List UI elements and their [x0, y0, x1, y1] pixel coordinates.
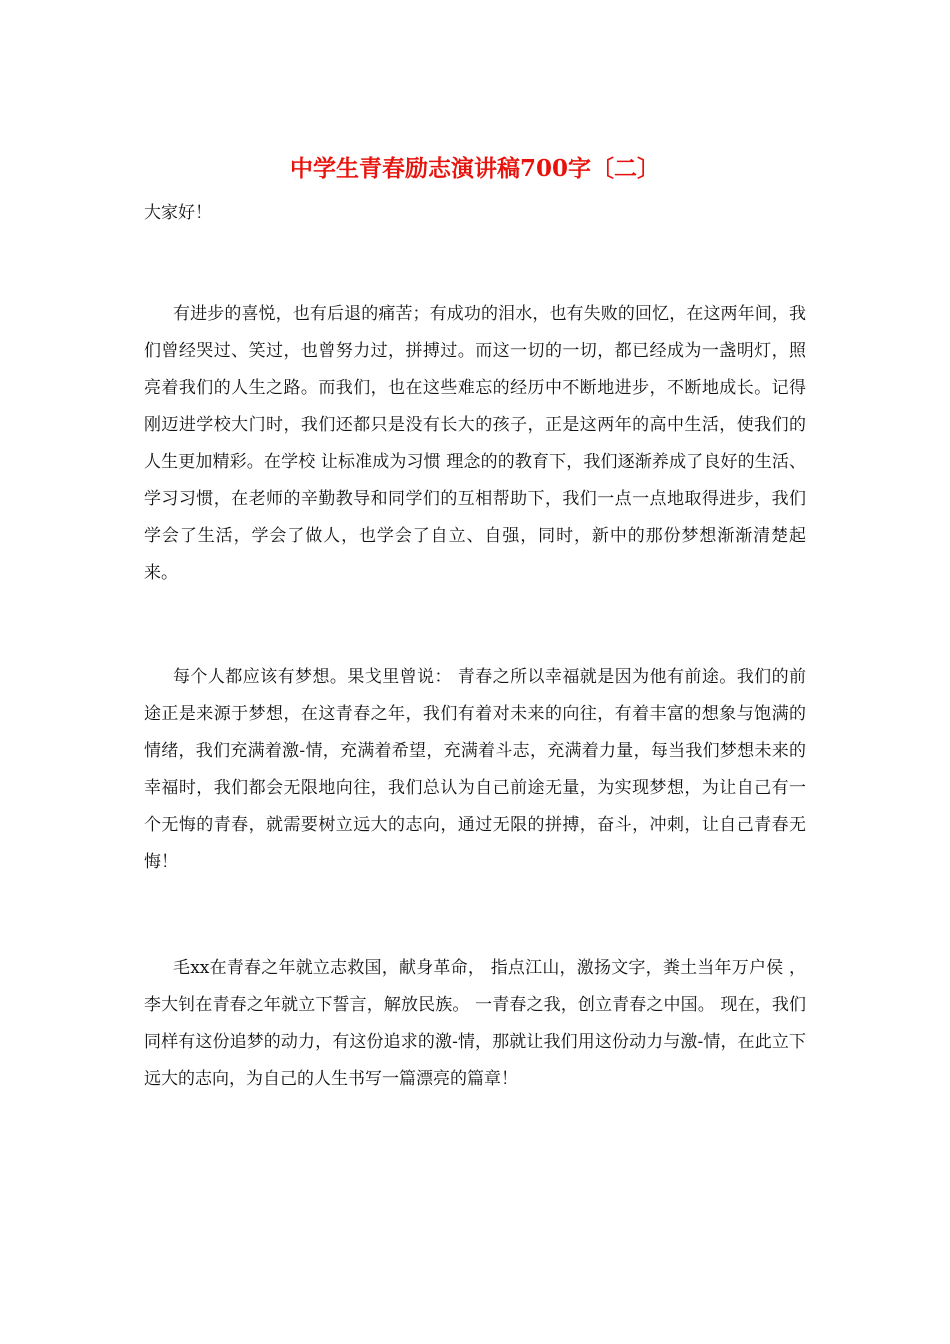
paragraph-2: 每个人都应该有梦想。果戈里曾说： 青春之所以幸福就是因为他有前途。我们的前途正是来源于梦想，在这青春之年，我们有着对未来的向往，有着丰富的想象与饱满的情绪，我们充满着激-情，充满着希望，充满着斗志，充满着力量，每当我们梦想未来的幸福时，我们都会无限地向往，我们总认为自己前途无量，为实现梦想，为让自己有一个无悔的青春，就需要树立远大的志向，通过无限的拼搏，奋斗，冲刺，让自己青春无悔！ [144, 667, 806, 872]
paragraph-3: 毛xx在青春之年就立志救国，献身革命， 指点江山，激扬文字，粪土当年万户侯 ，李大钊在青春之年就立下誓言，解放民族。 一青春之我，创立青春之中国。 现在，我们同样有这份追梦的动力，有这份追求的激-情，那就让我们用这份动力与激-情，在此立下远大的志向，为自己的人生书写一篇漂亮的篇章！ [144, 958, 806, 1089]
document-title: 中学生青春励志演讲稿700字〔二〕 [289, 155, 660, 182]
greeting: 大家好！ [144, 203, 212, 223]
paragraph-1: 有进步的喜悦，也有后退的痛苦；有成功的泪水，也有失败的回忆，在这两年间，我们曾经哭过、笑过，也曾努力过，拼搏过。而这一切的一切，都已经成为一盏明灯，照亮着我们的人生之路。而我们，也在这些难忘的经历中不断地进步，不断地成长。记得刚迈进学校大门时，我们还都只是没有长大的孩子，正是这两年的高中生活，使我们的人生更加精彩。在学校 让标准成为习惯 理念的的教育下，我们逐渐养成了良好的生活、学习习惯，在老师的辛勤教导和同学们的互相帮助下，我们一点一点地取得进步，我们学会了生活，学会了做人，也学会了自立、自强，同时，新中的那份梦想渐渐清楚起来。 [144, 304, 806, 583]
